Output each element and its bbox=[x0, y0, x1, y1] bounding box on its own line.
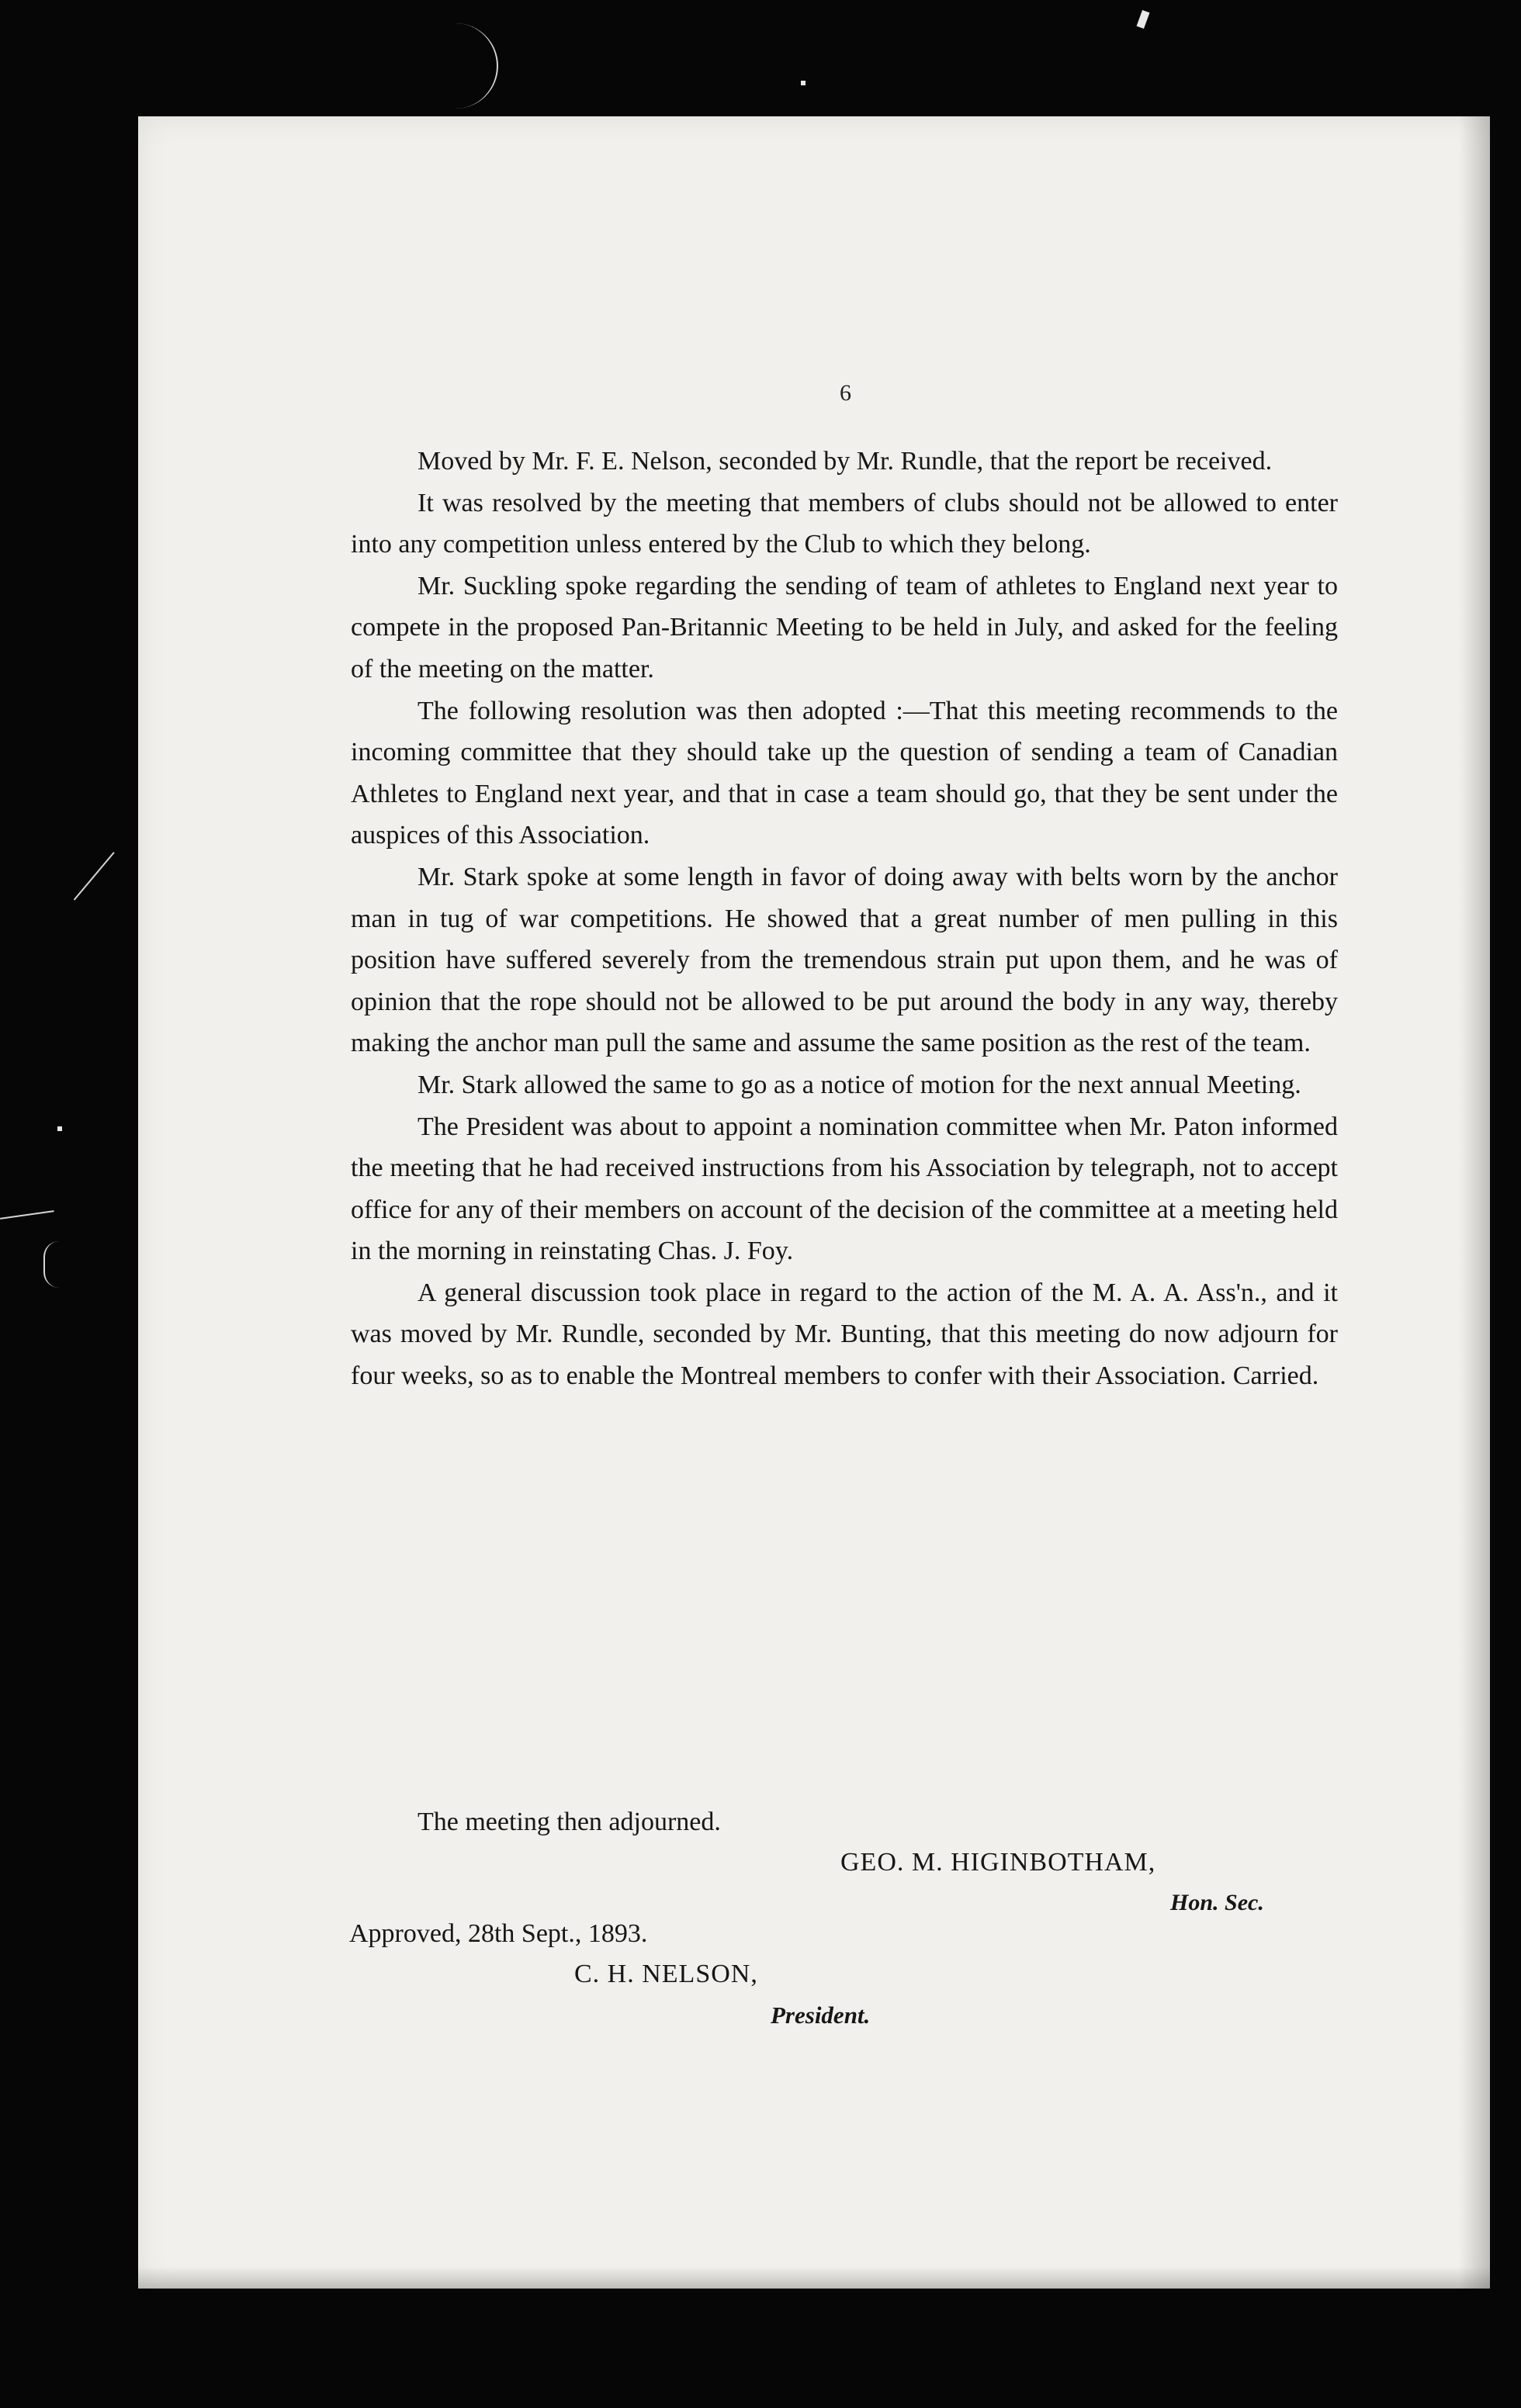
paragraph: Mr. Stark spoke at some length in favor of doing away with belts worn by the anchor man in tug of war competitions. He showed that a great number of men pulling in this position have suffered severely from the tremendous strain put upon them, and he was of opinion that the rope should not be allowed to be put around the body in any way, thereby making the anchor man pull the same and assume the same position as the rest of the team. bbox=[351, 862, 1338, 1058]
paragraph: The President was about to appoint a nomination committee when Mr. Paton informed the meeting that he had received instructions from his Association by telegraph, not to accept office for any of their members on account of the decision of the committee at a meeting held in the morning in reinstating Chas. J. Foy. bbox=[351, 1112, 1338, 1266]
scan-scratch bbox=[43, 1241, 59, 1288]
president-name: C. H. NELSON, bbox=[574, 1960, 758, 1988]
paragraph: Mr. Suckling spoke regarding the sending of team of athletes to England next year to compete in the proposed Pan-Britannic Meeting to be held in July, and asked for the feeling of the meeting on the matter. bbox=[351, 571, 1338, 683]
secretary-name: GEO. M. HIGINBOTHAM, bbox=[840, 1848, 1156, 1877]
paragraph: The following resolution was then adopted :—That this meeting recommends to the incoming committee that they should take up the question of sending a team of Canadian Athletes to England next year, and that in case a team should go, that they be sent under the auspices of this Association. bbox=[351, 696, 1338, 850]
scan-scratch bbox=[74, 852, 116, 901]
scan-scratch bbox=[0, 1210, 54, 1221]
president-title: President. bbox=[771, 2001, 871, 2029]
page-edge-shadow bbox=[138, 2267, 1490, 2289]
scan-speck bbox=[1137, 10, 1150, 29]
scan-speck bbox=[801, 81, 806, 85]
paragraph: Moved by Mr. F. E. Nelson, seconded by Mr. Rundle, that the report be received. bbox=[417, 447, 1273, 476]
paragraph: Mr. Stark allowed the same to go as a notice of motion for the next annual Meeting. bbox=[417, 1070, 1301, 1099]
scan-scratch bbox=[450, 23, 498, 109]
minutes-body bbox=[351, 441, 1338, 1397]
adjourned-line: The meeting then adjourned. bbox=[417, 1808, 721, 1836]
approval-date: Approved, 28th Sept., 1893. bbox=[349, 1919, 648, 1948]
paragraph: A general discussion took place in regard to the action of the M. A. A. Ass'n., and it was moved by Mr. Rundle, seconded by Mr. Bunting, that this meeting do now adjourn for four weeks, so as to enable the Montreal members to confer with their Association. Carried. bbox=[351, 1278, 1338, 1391]
page-edge-shadow bbox=[1459, 116, 1490, 2289]
paragraph: It was resolved by the meeting that members of clubs should not be allowed to enter into any competition unless entered by the Club to which they belong. bbox=[351, 488, 1338, 559]
page-number: 6 bbox=[840, 380, 851, 406]
scan-speck bbox=[57, 1126, 62, 1131]
secretary-title: Hon. Sec. bbox=[1170, 1890, 1264, 1915]
